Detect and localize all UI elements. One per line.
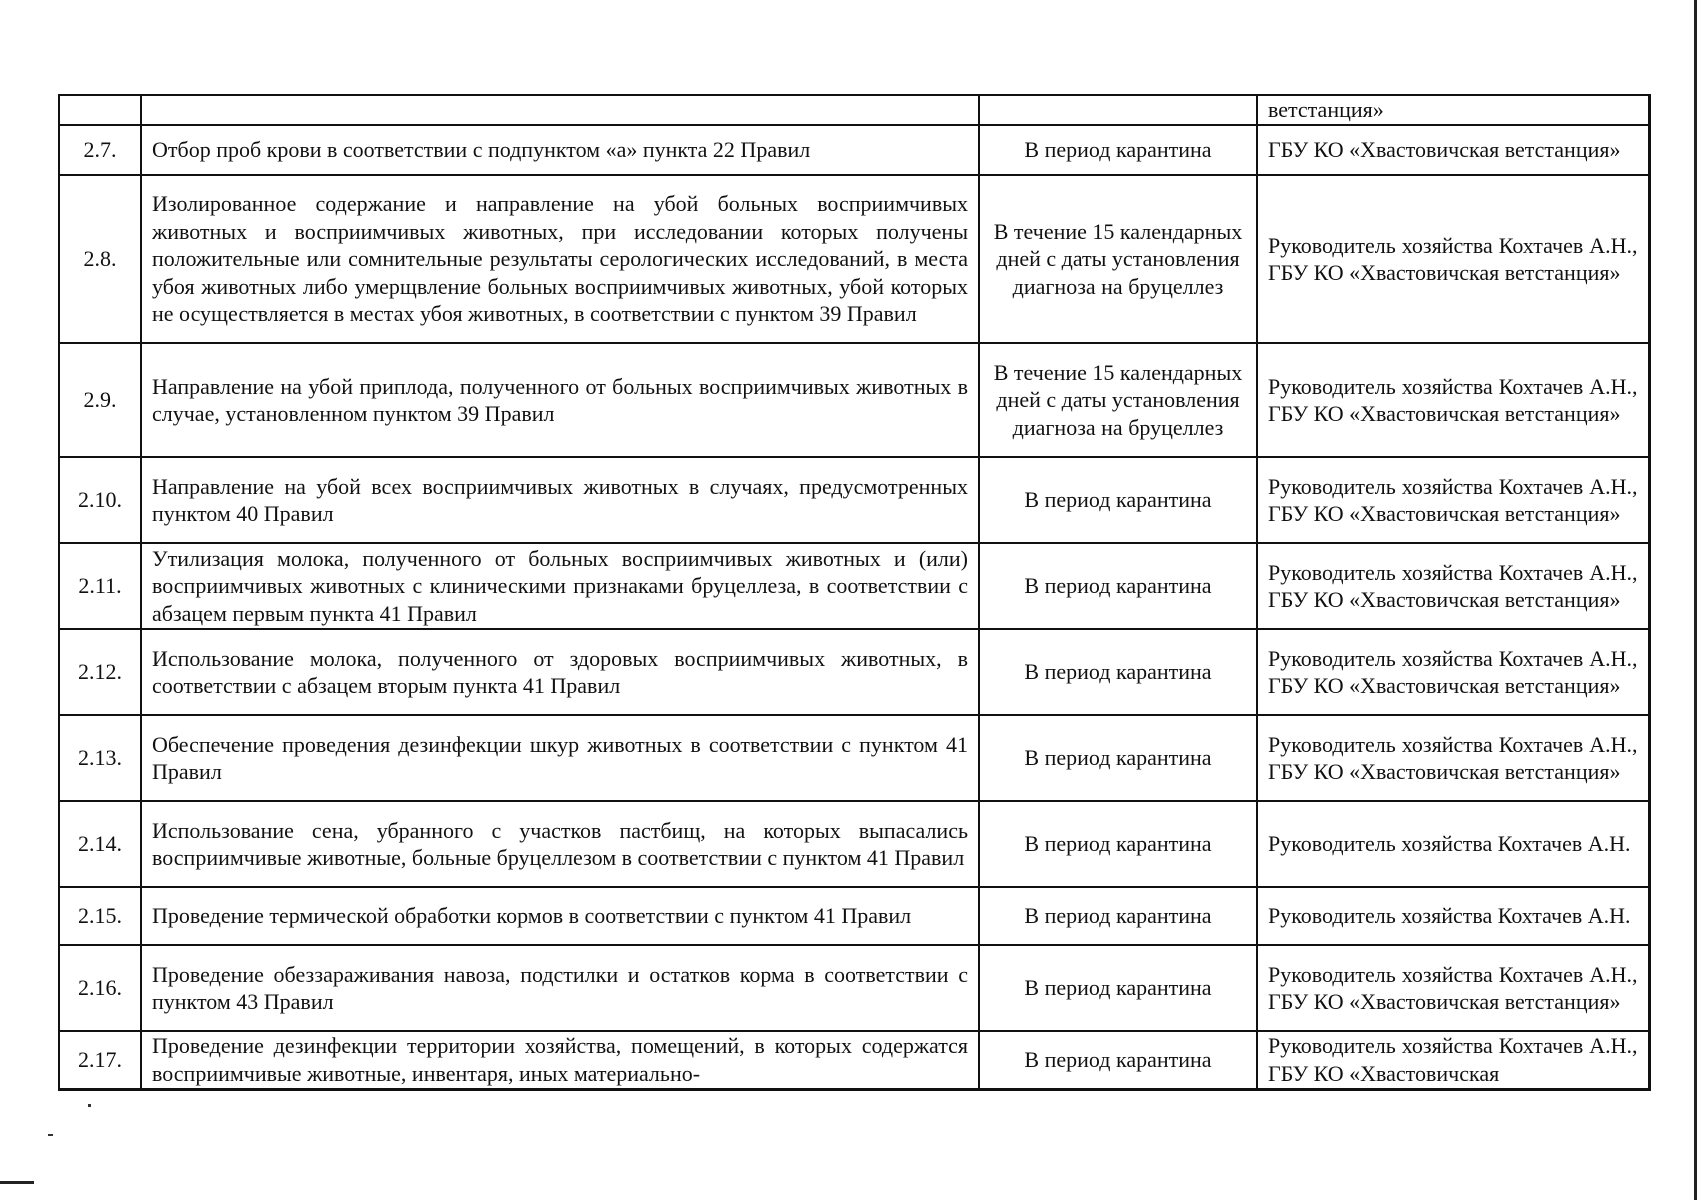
period-cell: В течение 15 календарных дней с даты установления диагноза на бруцеллез <box>979 175 1257 343</box>
table-row <box>59 457 1649 543</box>
row-number-cell: 2.16. <box>59 945 141 1031</box>
row-number-cell: 2.9. <box>59 343 141 457</box>
description-cell: Использование молока, полученного от здоровых восприимчивых животных, в соответствии с абзацем вторым пункта 41 Правил <box>141 629 979 715</box>
period-cell: В период карантина <box>979 629 1257 715</box>
period-cell: В течение 15 календарных дней с даты установления диагноза на бруцеллез <box>979 343 1257 457</box>
row-number-cell: 2.7. <box>59 125 141 175</box>
row-number-cell: 2.8. <box>59 175 141 343</box>
responsible-cell: Руководитель хозяйства Кохтачев А.Н., ГБУ КО «Хвастовичская <box>1257 1031 1649 1089</box>
responsible-cell: Руководитель хозяйства Кохтачев А.Н., ГБУ КО «Хвастовичская ветстанция» <box>1257 457 1649 543</box>
table-row <box>59 1031 1649 1089</box>
period-cell: В период карантина <box>979 801 1257 887</box>
period-cell: В период карантина <box>979 543 1257 629</box>
description-cell: Проведение дезинфекции территории хозяйства, помещений, в которых содержатся восприимчивые животные, инвентаря, иных материально- <box>141 1031 979 1089</box>
responsible-cell: Руководитель хозяйства Кохтачев А.Н. <box>1257 801 1649 887</box>
description-cell <box>141 95 979 125</box>
description-cell: Обеспечение проведения дезинфекции шкур животных в соответствии с пунктом 41 Правил <box>141 715 979 801</box>
period-cell: В период карантина <box>979 457 1257 543</box>
description-cell: Отбор проб крови в соответствии с подпунктом «а» пункта 22 Правил <box>141 125 979 175</box>
row-number-cell: 2.12. <box>59 629 141 715</box>
scan-speck <box>48 1134 53 1136</box>
responsible-cell: Руководитель хозяйства Кохтачев А.Н., ГБУ КО «Хвастовичская ветстанция» <box>1257 945 1649 1031</box>
row-number-cell: 2.13. <box>59 715 141 801</box>
table-row <box>59 945 1649 1031</box>
responsible-cell: ветстанция» <box>1257 95 1649 125</box>
row-number-cell <box>59 95 141 125</box>
table-row <box>59 343 1649 457</box>
measures-table <box>58 94 1651 1091</box>
row-number-cell: 2.10. <box>59 457 141 543</box>
responsible-cell: Руководитель хозяйства Кохтачев А.Н., ГБУ КО «Хвастовичская ветстанция» <box>1257 629 1649 715</box>
responsible-cell: Руководитель хозяйства Кохтачев А.Н., ГБУ КО «Хвастовичская ветстанция» <box>1257 543 1649 629</box>
description-cell: Утилизация молока, полученного от больных восприимчивых животных и (или) восприимчивых животных с клиническими признаками бруцеллеза, в соответствии с абзацем первым пункта 41 Правил <box>141 543 979 629</box>
period-cell: В период карантина <box>979 715 1257 801</box>
table-row <box>59 801 1649 887</box>
description-cell: Направление на убой приплода, полученного от больных восприимчивых животных в случае, установленном пунктом 39 Правил <box>141 343 979 457</box>
responsible-cell: Руководитель хозяйства Кохтачев А.Н., ГБУ КО «Хвастовичская ветстанция» <box>1257 175 1649 343</box>
scan-speck <box>88 1104 91 1107</box>
table-row <box>59 175 1649 343</box>
period-cell: В период карантина <box>979 887 1257 945</box>
responsible-cell: Руководитель хозяйства Кохтачев А.Н., ГБУ КО «Хвастовичская ветстанция» <box>1257 343 1649 457</box>
table-row <box>59 715 1649 801</box>
row-number-cell: 2.11. <box>59 543 141 629</box>
description-cell: Изолированное содержание и направление на убой больных восприимчивых животных и восприимчивых животных, при исследовании которых получены положительные или сомнительные результаты серологических исследований, в места убоя животных либо умерщвление больных восприимчивых животных, убой которых не осуществляется в местах убоя животных, в соответствии с пунктом 39 Правил <box>141 175 979 343</box>
table-row <box>59 629 1649 715</box>
period-cell: В период карантина <box>979 1031 1257 1089</box>
table-row <box>59 887 1649 945</box>
row-number-cell: 2.17. <box>59 1031 141 1089</box>
responsible-cell: ГБУ КО «Хвастовичская ветстанция» <box>1257 125 1649 175</box>
description-cell: Проведение обеззараживания навоза, подстилки и остатков корма в соответствии с пунктом 43 Правил <box>141 945 979 1031</box>
period-cell: В период карантина <box>979 125 1257 175</box>
table-row <box>59 543 1649 629</box>
scan-margin-mark <box>0 1181 34 1184</box>
responsible-cell: Руководитель хозяйства Кохтачев А.Н., ГБУ КО «Хвастовичская ветстанция» <box>1257 715 1649 801</box>
responsible-cell: Руководитель хозяйства Кохтачев А.Н. <box>1257 887 1649 945</box>
description-cell: Использование сена, убранного с участков пастбищ, на которых выпасались восприимчивые животные, больные бруцеллезом в соответствии с пунктом 41 Правил <box>141 801 979 887</box>
row-number-cell: 2.14. <box>59 801 141 887</box>
row-number-cell: 2.15. <box>59 887 141 945</box>
description-cell: Направление на убой всех восприимчивых животных в случаях, предусмотренных пунктом 40 Правил <box>141 457 979 543</box>
period-cell <box>979 95 1257 125</box>
period-cell: В период карантина <box>979 945 1257 1031</box>
description-cell: Проведение термической обработки кормов в соответствии с пунктом 41 Правил <box>141 887 979 945</box>
table-row-continuation <box>59 95 1649 125</box>
table-row <box>59 125 1649 175</box>
